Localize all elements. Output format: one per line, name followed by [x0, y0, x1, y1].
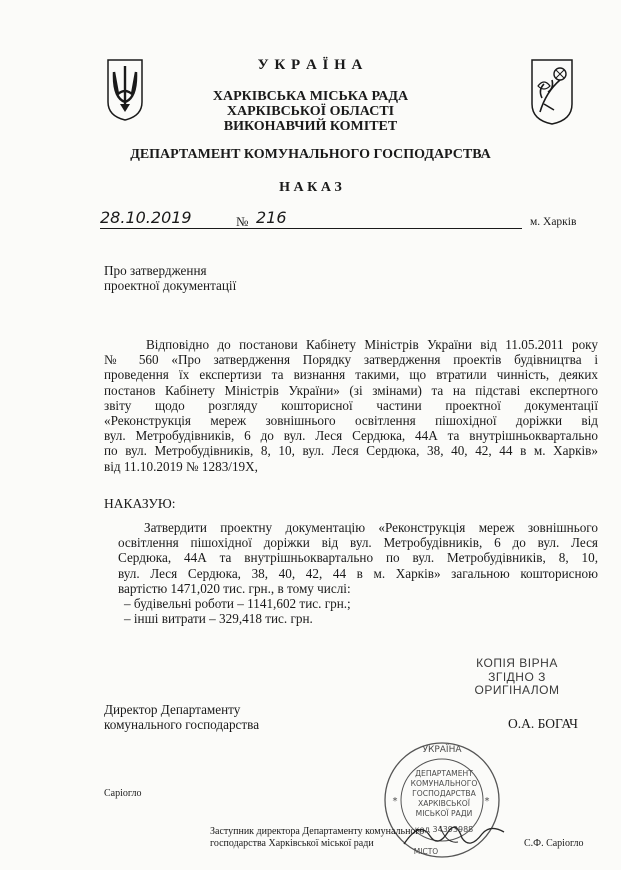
subject-line: Про затвердження [104, 263, 207, 278]
subject-line: проектної документації [104, 278, 237, 294]
council-line: ХАРКІВСЬКОЇ ОБЛАСТІ [226, 104, 395, 119]
department-heading: ДЕПАРТАМЕНТ КОМУНАЛЬНОГО ГОСПОДАРСТВА [130, 147, 491, 162]
cost-item: – будівельні роботи – 1141,602 тис. грн.; [124, 596, 351, 612]
council-line: ХАРКІВСЬКА МІСЬКА РАДА [212, 89, 409, 104]
preamble-line: № 560 «Про затвердження Порядку затвердження проектів будівництва і [104, 352, 598, 368]
date-underline [100, 228, 522, 229]
footer-approver-name: С.Ф. Саріогло [524, 838, 584, 849]
council-block [0, 89, 621, 134]
preamble-line: проведення їх експертизи та визнання такими, що втратили чинність, деяких [104, 367, 598, 383]
doc-type-heading: Н А К А З [279, 180, 342, 195]
copy-stamp-line: ЗГІДНО З [488, 669, 546, 684]
footer-author: Саріогло [104, 788, 142, 799]
directive-line: вул. Леся Сердюка, 38, 40, 42, 44 в м. Харків» загальною кошторисною [118, 565, 598, 581]
order-date: 28.10.2019 [100, 208, 192, 227]
preamble-line: від 11.10.2019 № 1283/19Х, [104, 458, 258, 474]
cost-item: – інші витрати – 329,418 тис. грн. [124, 611, 313, 627]
signatory-name: О.А. БОГАЧ [508, 716, 578, 731]
directive-line: Сердюка, 44А та внутрішньоквартально по вул. Метробудівників, 8, 10, [118, 550, 598, 566]
copy-stamp-line: ОРИГІНАЛОМ [474, 683, 560, 697]
seal-line: КОМУНАЛЬНОГО [410, 779, 478, 788]
svg-text:*: * [484, 796, 490, 807]
seal-line: ГОСПОДАРСТВА [412, 789, 476, 798]
copy-stamp-line: КОПІЯ ВІРНА [476, 656, 558, 670]
seal-bottom-text: МІСТО [413, 847, 439, 856]
order-city: м. Харків [530, 216, 577, 228]
preamble-line: по вул. Метробудівників, 8, 10, вул. Леся Сердюка, 38, 40, 42, 44 в м. Харків» [104, 443, 598, 459]
subject-block [104, 263, 236, 293]
directive-line: Затвердити проектну документацію «Реконструкція мереж зовнішнього [144, 520, 598, 535]
directive-line: вартістю 1471,020 тис. грн., в тому числі: [118, 580, 351, 596]
copy-stamp [462, 657, 572, 698]
seal-line: ДЕПАРТАМЕНТ [415, 769, 473, 778]
seal-line: МІСЬКОЇ РАДИ [415, 809, 473, 818]
council-line: ВИКОНАВЧИЙ КОМІТЕТ [223, 119, 398, 134]
directive-paragraph [118, 520, 598, 626]
footer-approver-line: господарства Харківської міської ради [210, 838, 374, 849]
seal-code: код 34393988 [414, 825, 474, 834]
preamble-line: постанов Кабінету Міністрів України» (зі змінами) та на підставі експертного [104, 382, 598, 398]
preamble-line: вул. Метробудівників, 6 до вул. Леся Сердюка, 44А та внутрішньоквартально [104, 428, 598, 444]
preamble-paragraph [104, 337, 598, 474]
preamble-line: звіту щодо розгляду кошторисної частини проектної документації [104, 397, 598, 413]
svg-text:*: * [392, 796, 398, 807]
signatory-title-line: Директор Департаменту [104, 702, 241, 717]
signatory-title-line: комунального господарства [104, 717, 260, 733]
signatory-title [104, 702, 259, 732]
seal-top-text: УКРАЇНА [422, 745, 462, 755]
order-number: 216 [256, 208, 287, 227]
preamble-line: Відповідно до постанови Кабінету Міністрів України від 11.05.2011 року [146, 337, 598, 352]
directive-line: освітлення пішохідної доріжки від вул. Метробудівників, 6 до вул. Леся [118, 535, 598, 551]
country-heading: У К Р А Ї Н А [257, 57, 364, 73]
order-word: НАКАЗУЮ: [104, 496, 176, 511]
seal-line: ХАРКІВСЬКОЇ [418, 799, 470, 808]
preamble-line: «Реконструкція мереж зовнішнього освітлення пішохідної доріжки від [104, 413, 598, 429]
footer-approver-line: Заступник директора Департаменту комунального [210, 826, 425, 837]
footer-approver [210, 826, 424, 850]
order-number-sign: № [236, 214, 249, 229]
